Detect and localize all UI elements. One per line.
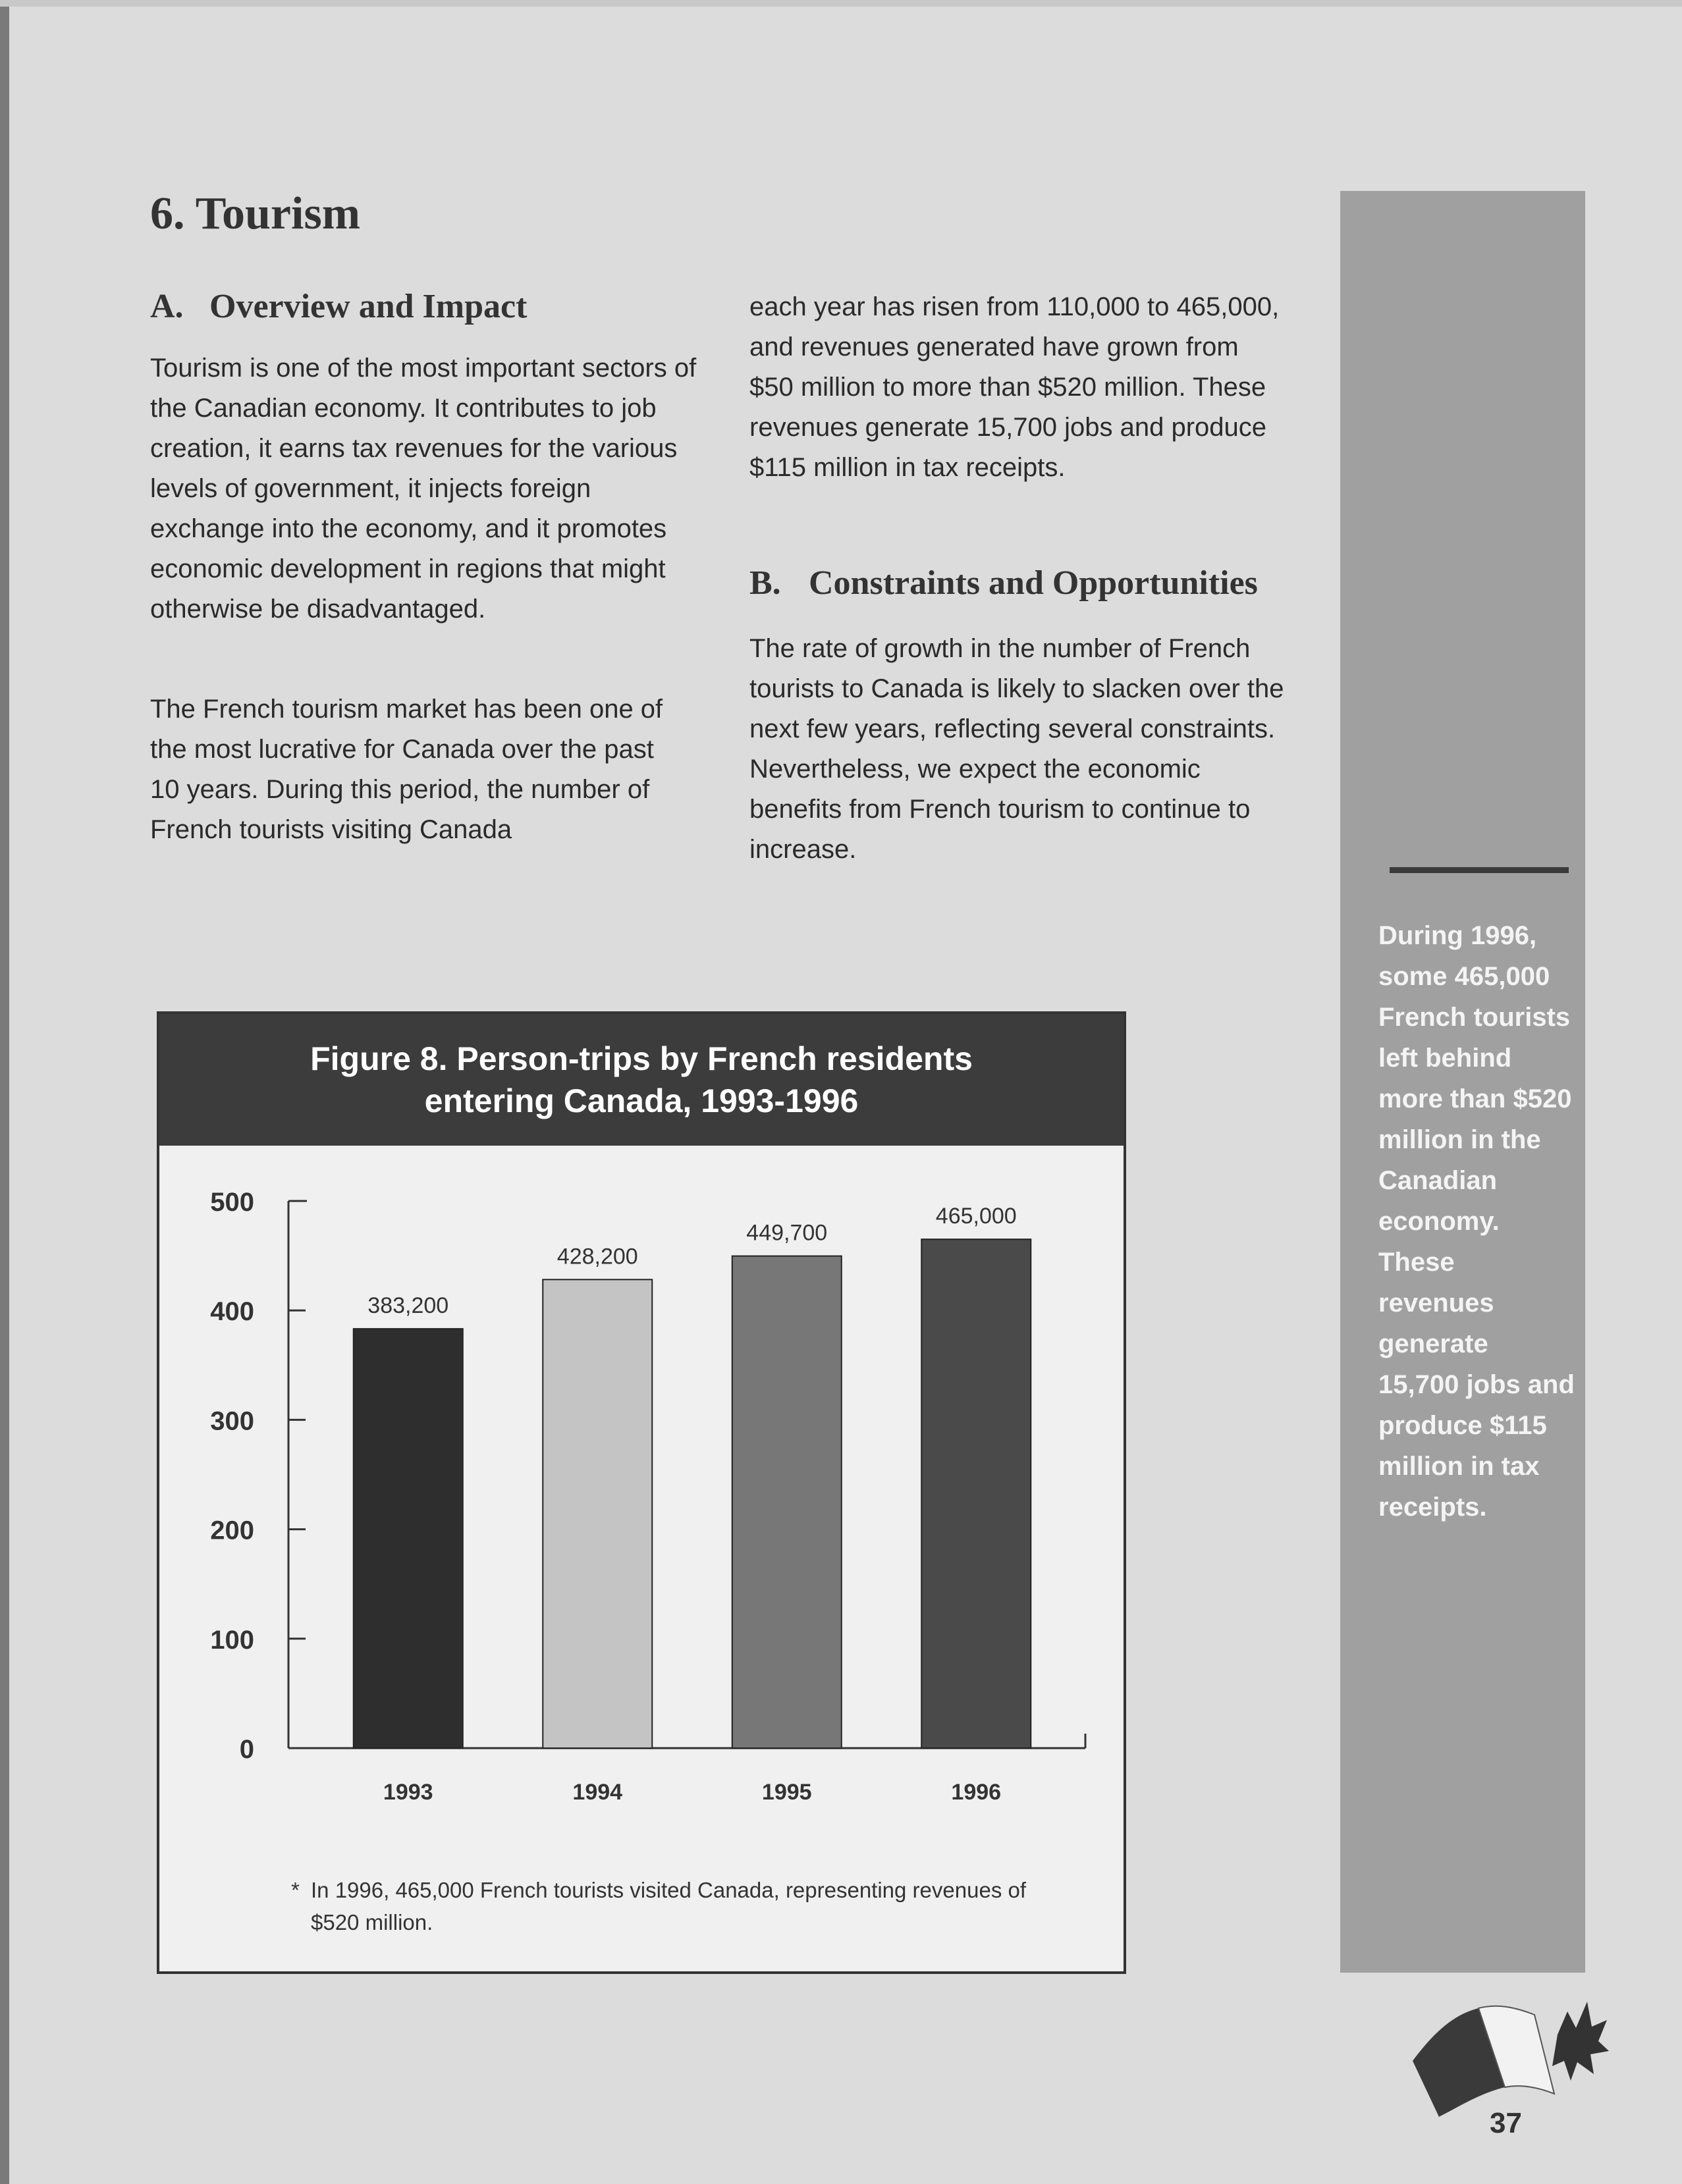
bar — [543, 1279, 652, 1748]
heading-constraints — [749, 564, 1258, 602]
x-tick-label: 1994 — [572, 1780, 623, 1805]
figure-8 — [157, 1011, 1126, 1974]
sidebar-text: During 1996, some 465,000 French tourists left behind more than $520 million in the Canadian economy. These revenues generate 15,700 jobs and produce $115 million in tax receipts. — [1378, 921, 1575, 1522]
bar-data-label: 383,200 — [367, 1293, 449, 1319]
figure-note-marker: * — [291, 1878, 300, 1902]
x-tick-label: 1996 — [951, 1780, 1002, 1805]
heading-constraints-number: B. — [749, 564, 781, 602]
figure-title: Figure 8. Person-trips by French residents entering Canada, 1993-1996 — [310, 1040, 973, 1119]
sidebar-rule — [1390, 867, 1569, 873]
x-tick-label: 1995 — [761, 1780, 812, 1805]
bar — [354, 1329, 463, 1748]
page-top-edge — [0, 0, 1682, 7]
x-tick-label: 1993 — [383, 1780, 433, 1805]
figure-note — [291, 1874, 1035, 1938]
heading-constraints-text: Constraints and Opportunities — [809, 564, 1258, 602]
y-tick-label: 500 — [210, 1188, 254, 1217]
overview-paragraph-1: Tourism is one of the most important sectors of the Canadian economy. It contributes to job creation, it earns tax revenues for the various levels of government, it injects foreign exchange into the economy, and it promotes economic development in regions that might otherwise be disadvantaged. — [150, 354, 697, 624]
section-title: 6. Tourism — [150, 188, 360, 239]
heading-overview-number: A. — [150, 288, 184, 325]
page-number: 37 — [1490, 2107, 1522, 2139]
figure-title-bar — [159, 1014, 1124, 1146]
y-tick-label: 200 — [210, 1516, 254, 1545]
france-canada-flag-icon — [1406, 1988, 1610, 2120]
bar-data-label: 465,000 — [935, 1204, 1017, 1229]
y-tick-label: 0 — [239, 1735, 254, 1764]
bar — [921, 1239, 1031, 1748]
constraints-paragraph-1: The rate of growth in the number of French tourists to Canada is likely to slacken over the next few years, reflecting several constraints. Nevertheless, we expect the economic benefits from French tourism to continue to increase. — [749, 634, 1284, 864]
bar-data-label: 428,200 — [556, 1244, 638, 1269]
sidebar-callout — [1340, 191, 1585, 1973]
figure-note-text: In 1996, 465,000 French tourists visited Canada, representing revenues of $520 million. — [311, 1878, 1027, 1934]
y-tick-label: 300 — [210, 1406, 254, 1436]
heading-overview-text: Overview and Impact — [209, 288, 528, 325]
heading-overview — [150, 287, 527, 326]
bar-data-label: 449,700 — [746, 1220, 828, 1246]
y-tick-label: 100 — [210, 1625, 254, 1655]
overview-paragraph-2: The French tourism market has been one of the most lucrative for Canada over the past 10 years. During this period, the number of French tourists visiting Canada — [150, 695, 663, 844]
page-binding-edge — [0, 0, 9, 2184]
y-tick-label: 400 — [210, 1297, 254, 1327]
bar — [732, 1256, 842, 1748]
bar-chart — [159, 1146, 1124, 1870]
overview-paragraph-3: each year has risen from 110,000 to 465,000, and revenues generated have grown from $50 million to more than $520 million. These revenues generate 15,700 jobs and produce $115 million in tax receipts. — [749, 292, 1280, 482]
